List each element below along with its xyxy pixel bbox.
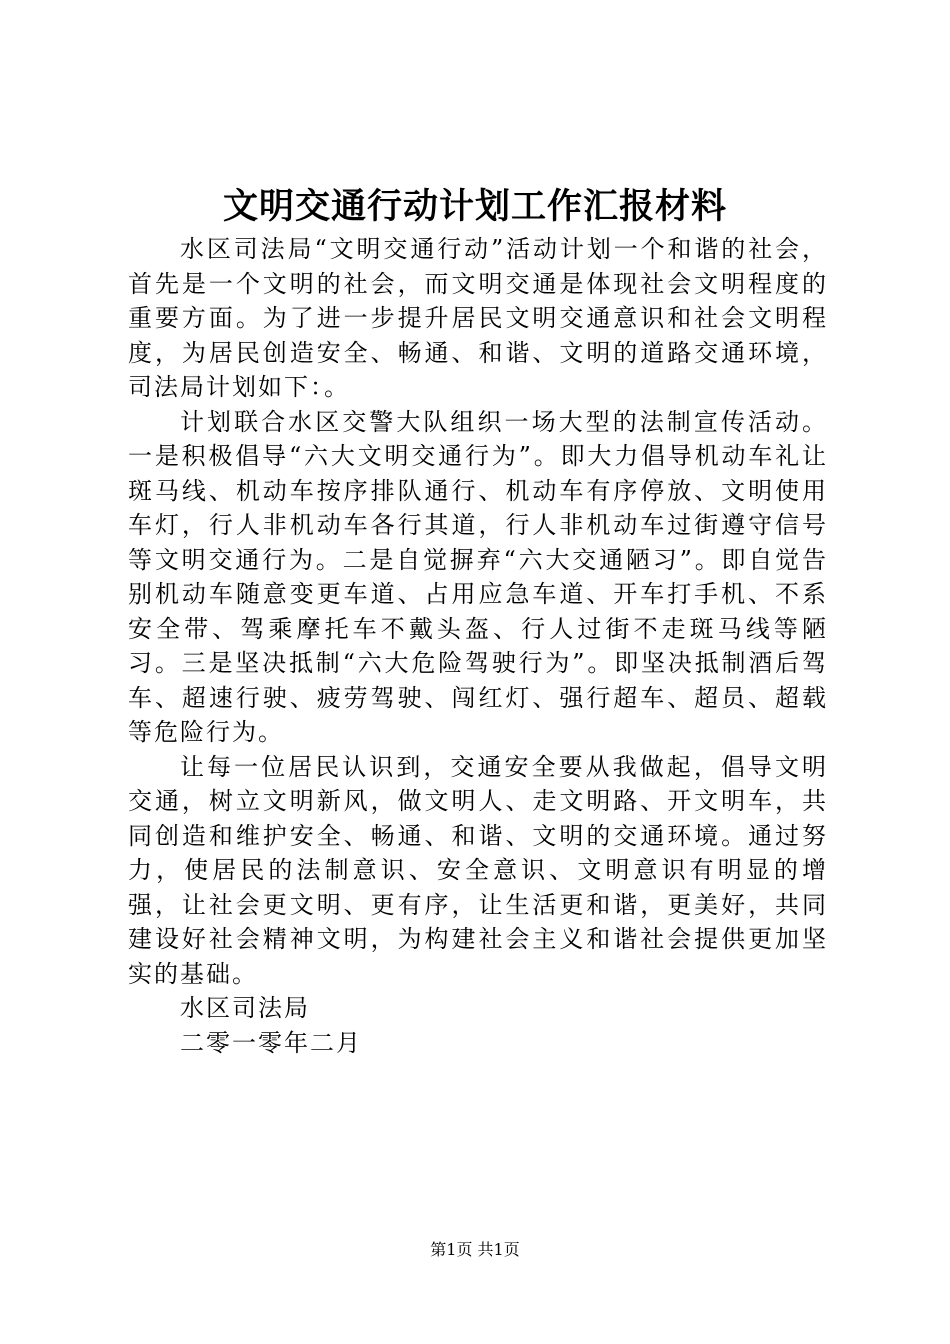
paragraph-goal: 让每一位居民认识到，交通安全要从我做起，倡导文明交通，树立文明新风，做文明人、走文明路、开文明车，共同创造和维护安全、畅通、和谐、文明的交通环境。通过努力，使居民的法制意识、安全意识、文明意识有明显的增强，让社会更文明、更有序，让生活更和谐，更美好，共同建设好社会精神文明，为构建社会主义和谐社会提供更加坚实的基础。 (128, 752, 828, 988)
signature-organization: 水区司法局 (180, 994, 310, 1022)
paragraph-intro: 水区司法局“文明交通行动”活动计划一个和谐的社会，首先是一个文明的社会，而文明交通是体现社会文明程度的重要方面。为了进一步提升居民文明交通意识和社会文明程度，为居民创造安全、畅通、和谐、文明的道路交通环境，司法局计划如下：。 (128, 235, 828, 401)
paragraph-plan: 计划联合水区交警大队组织一场大型的法制宣传活动。一是积极倡导“六大文明交通行为”。即大力倡导机动车礼让斑马线、机动车按序排队通行、机动车有序停放、文明使用车灯，行人非机动车各行其道，行人非机动车过街遵守信号等文明交通行为。二是自觉摒弃“六大交通陋习”。即自觉告别机动车随意变更车道、占用应急车道、开车打手机、不系安全带、驾乘摩托车不戴头盔、行人过街不走斑马线等陋习。三是坚决抵制“六大危险驾驶行为”。即坚决抵制酒后驾车、超速行驶、疲劳驾驶、闯红灯、强行超车、超员、超载等危险行为。 (128, 407, 828, 746)
signature-date: 二零一零年二月 (180, 1028, 362, 1057)
document-title: 文明交通行动计划工作汇报材料 (222, 187, 727, 227)
page-footer: 第1页 共1页 (430, 1240, 520, 1259)
document-body (128, 232, 828, 1060)
